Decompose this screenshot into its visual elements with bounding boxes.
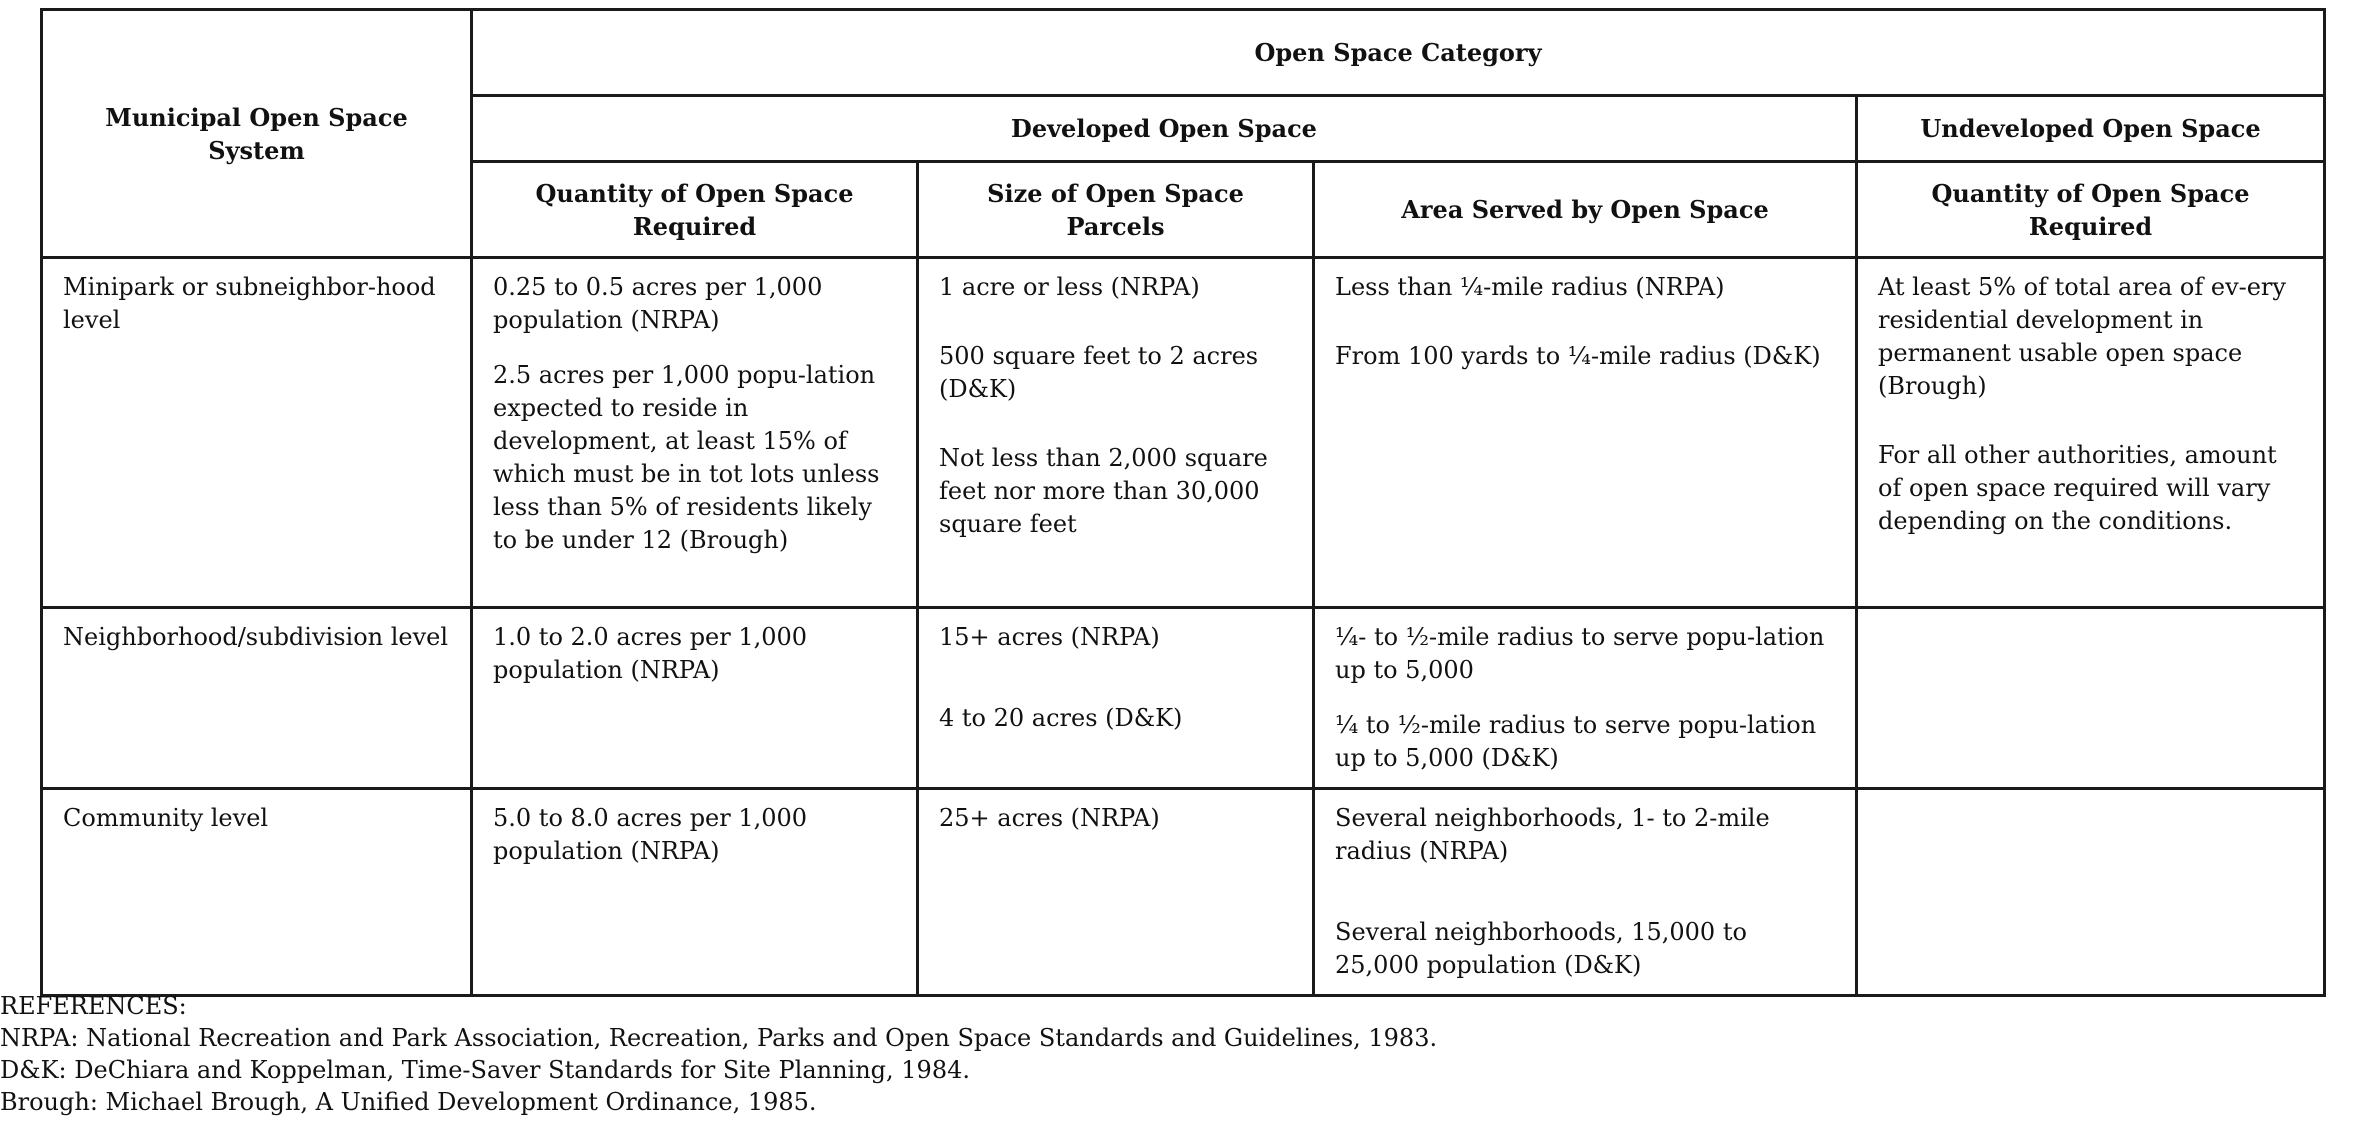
cell-paragraph: 15+ acres (NRPA) [939,623,1160,651]
table-row [42,258,2325,608]
system-header: Municipal Open Space System [42,10,472,258]
area-cell [1314,608,1857,789]
column-header-undeveloped-quantity: Quantity of Open Space Required [1857,162,2325,258]
developed-header: Developed Open Space [472,96,1857,162]
cell-paragraph: Several neighborhoods, 1- to 2-mile radius (NRPA) [1335,804,1770,865]
cell-paragraph: ¼- to ½-mile radius to serve popu-lation up to 5,000 [1335,623,1825,684]
cell-paragraph: Not less than 2,000 square feet nor more than 30,000 square feet [939,444,1268,538]
quantity-cell [472,258,918,608]
references-block [0,990,2340,1118]
undeveloped-header: Undeveloped Open Space [1857,96,2325,162]
cell-paragraph: 1.0 to 2.0 acres per 1,000 population (NRPA) [493,623,808,684]
column-header-area: Area Served by Open Space [1314,162,1857,258]
cell-paragraph: 500 square feet to 2 acres (D&K) [939,342,1259,403]
level-cell: Neighborhood/subdivision level [42,608,472,789]
level-cell: Minipark or subneighbor-hood level [42,258,472,608]
cell-paragraph: Several neighborhoods, 15,000 to 25,000 population (D&K) [1335,918,1747,979]
cell-paragraph: 2.5 acres per 1,000 popu-lation expected to reside in development, at least 15% of which must be in tot lots unless less than 5% of residents likely to be under 12 (Brough) [493,361,880,554]
table-row [42,789,2325,996]
column-header-size: Size of Open Space Parcels [918,162,1314,258]
undeveloped-cell [1857,608,2325,789]
cell-paragraph: 0.25 to 0.5 acres per 1,000 population (NRPA) [493,273,823,334]
quantity-cell [472,608,918,789]
quantity-cell [472,789,918,996]
reference-item: NRPA: National Recreation and Park Association, Recreation, Parks and Open Space Standards and Guidelines, 1983. [0,1024,1438,1052]
level-cell: Community level [42,789,472,996]
cell-paragraph: 4 to 20 acres (D&K) [939,704,1183,732]
area-cell [1314,258,1857,608]
category-header: Open Space Category [472,10,2325,96]
area-cell [1314,789,1857,996]
size-cell [918,258,1314,608]
reference-item: Brough: Michael Brough, A Unified Development Ordinance, 1985. [0,1088,817,1116]
references-heading: REFERENCES: [0,992,187,1020]
column-header-quantity: Quantity of Open Space Required [472,162,918,258]
cell-paragraph: For all other authorities, amount of open space required will vary depending on the conditions. [1878,441,2277,535]
cell-paragraph: 25+ acres (NRPA) [939,804,1160,832]
table-row [42,608,2325,789]
cell-paragraph: At least 5% of total area of ev-ery residential development in permanent usable open space (Brough) [1878,273,2286,400]
cell-paragraph: Less than ¼-mile radius (NRPA) [1335,273,1725,301]
cell-paragraph: ¼ to ½-mile radius to serve popu-lation up to 5,000 (D&K) [1335,711,1817,772]
size-cell [918,789,1314,996]
open-space-standards-table [40,8,2326,997]
reference-item: D&K: DeChiara and Koppelman, Time-Saver Standards for Site Planning, 1984. [0,1056,970,1084]
size-cell [918,608,1314,789]
cell-paragraph: 1 acre or less (NRPA) [939,273,1200,301]
undeveloped-cell [1857,789,2325,996]
undeveloped-cell [1857,258,2325,608]
cell-paragraph: 5.0 to 8.0 acres per 1,000 population (NRPA) [493,804,808,865]
header-row-category [42,10,2325,96]
cell-paragraph: From 100 yards to ¼-mile radius (D&K) [1335,342,1821,370]
